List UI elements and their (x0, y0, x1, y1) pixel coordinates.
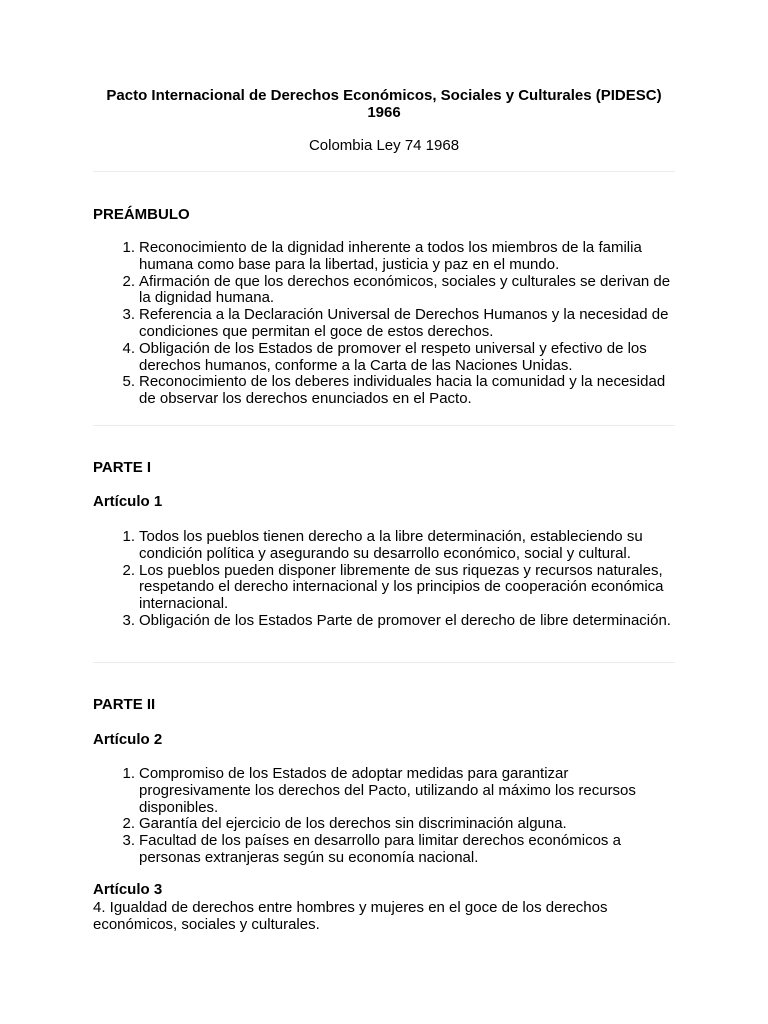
document-title-line-2: 1966 (367, 103, 401, 121)
list-item (122, 815, 675, 833)
section-divider (93, 171, 675, 172)
list-item-number: 3. (122, 832, 135, 850)
list-item-number: 1. (122, 528, 135, 545)
list-item (122, 561, 675, 613)
list-item (122, 611, 675, 630)
list-item-text: Obligación de los Estados de promover el respeto universal y efectivo de los derechos humanos, conforme a la Carta de las Naciones Unidas. (139, 339, 647, 374)
article-3-heading: Artículo 3 (93, 881, 163, 898)
article-2-heading: Artículo 2 (93, 731, 163, 748)
preamble-list (93, 240, 675, 408)
list-item-number: 2. (122, 561, 135, 579)
preamble-heading: PREÁMBULO (93, 206, 190, 223)
list-item-text: Reconocimiento de los deberes individuales hacia la comunidad y la necesidad de observar los derechos enunciados en el Pacto. (139, 373, 666, 408)
list-item-number: 2. (122, 272, 135, 290)
list-item (122, 832, 675, 867)
list-item-text: Reconocimiento de la dignidad inherente a todos los miembros de la familia humana como base para la libertad, justicia y paz en el mundo. (139, 239, 642, 273)
list-item (122, 339, 675, 375)
document-subtitle: Colombia Ley 74 1968 (308, 137, 460, 154)
list-item-text: Compromiso de los Estados de adoptar medidas para garantizar progresivamente los derechos del Pacto, utilizando al máximo los recursos disponibles. (139, 765, 636, 816)
list-item-text: Referencia a la Declaración Universal de Derechos Humanos y la necesidad de condiciones que permitan el goce de estos derechos. (139, 306, 669, 340)
list-item-number: 3. (122, 306, 135, 324)
document-title (93, 88, 675, 121)
list-item-text: Los pueblos pueden disponer libremente de sus riquezas y recursos naturales, respetando el derecho internacional y los principios de cooperación económica internacional. (139, 561, 664, 613)
list-item-text: Todos los pueblos tienen derecho a la libre determinación, estableciendo su condición política y asegurando su desarrollo económico, social y cultural. (139, 528, 643, 562)
parte-2-heading: PARTE II (93, 696, 156, 713)
parte-1-heading: PARTE I (93, 459, 152, 476)
list-item (122, 528, 675, 563)
list-item-number: 4. (122, 339, 135, 357)
article-1-heading: Artículo 1 (93, 493, 163, 510)
list-item-text: Obligación de los Estados Parte de promover el derecho de libre determinación. (139, 611, 671, 629)
list-item (122, 373, 675, 408)
list-item-number: 5. (122, 373, 135, 391)
section-divider (93, 425, 675, 426)
article-1-list (93, 529, 675, 630)
list-item-number: 3. (122, 611, 135, 629)
document-title-line-1: Pacto Internacional de Derechos Económicos, Sociales y Culturales (PIDESC) (106, 87, 662, 104)
list-item-number: 1. (122, 239, 135, 256)
article-3-text: 4. Igualdad de derechos entre hombres y mujeres en el goce de los derechos económicos, sociales y culturales. (93, 899, 608, 933)
list-item (122, 272, 675, 308)
article-2-list (93, 766, 675, 867)
list-item-text: Facultad de los países en desarrollo para limitar derechos económicos a personas extranjeras según su economía nacional. (139, 832, 621, 866)
list-item (122, 306, 675, 341)
list-item (122, 239, 675, 274)
section-divider (93, 662, 675, 663)
list-item-number: 2. (122, 815, 135, 833)
list-item-number: 1. (122, 765, 135, 782)
list-item (122, 765, 675, 816)
list-item-text: Garantía del ejercicio de los derechos sin discriminación alguna. (139, 815, 567, 833)
list-item-text: Afirmación de que los derechos económicos, sociales y culturales se derivan de la dignidad humana. (139, 272, 671, 307)
